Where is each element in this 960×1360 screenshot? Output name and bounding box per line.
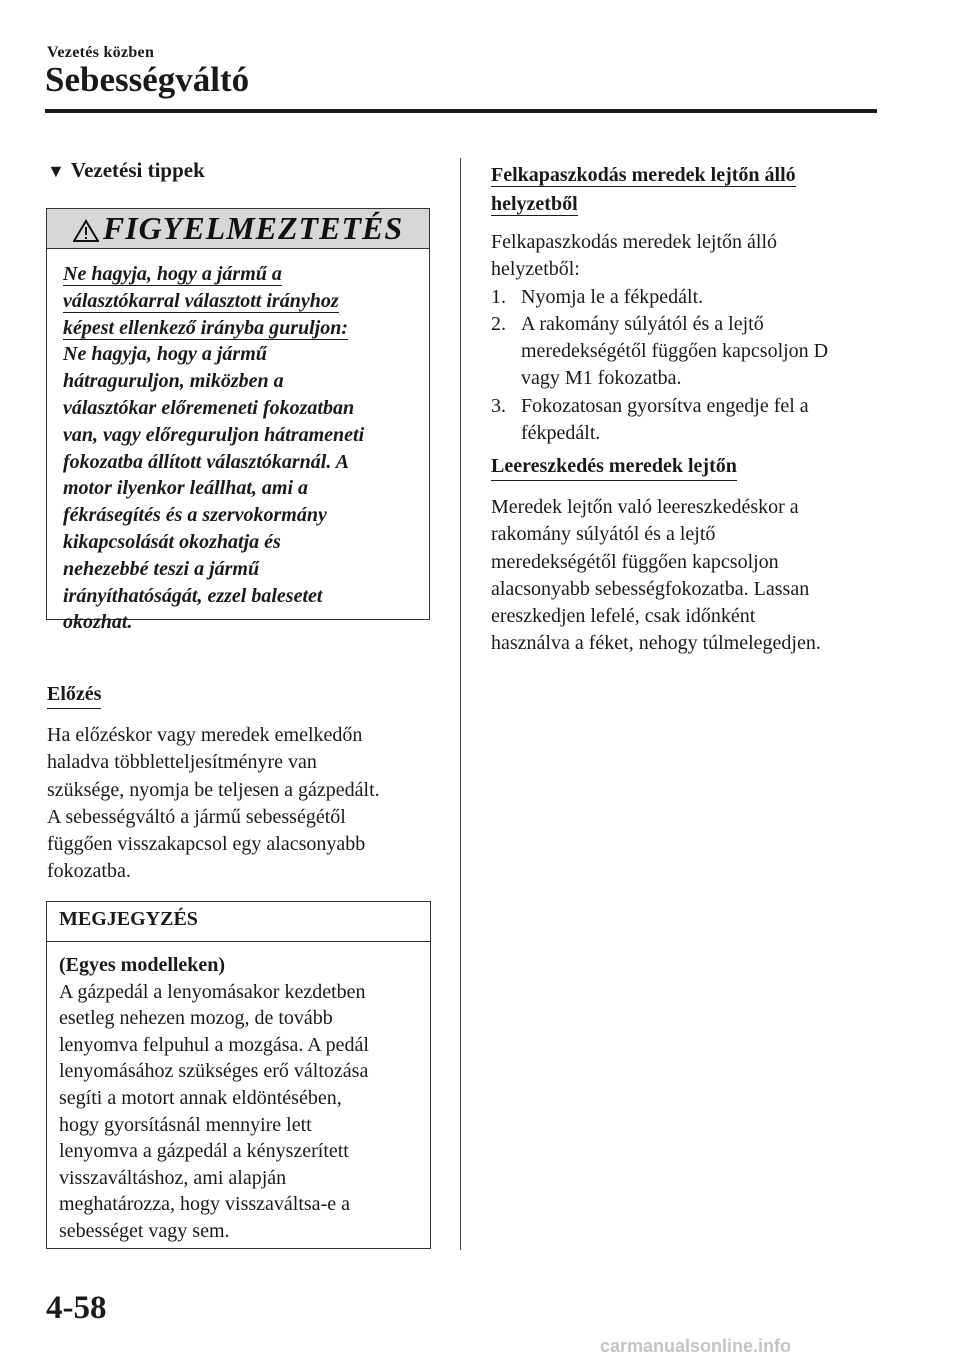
step-number: 3. [491, 394, 506, 417]
step-line: A rakomány súlyától és a lejtő [521, 312, 764, 335]
climb-intro-line: helyzetből: [491, 258, 580, 281]
descent-line: meredekségétől függően kapcsoljon [491, 550, 779, 573]
warning-line: van, vagy előreguruljon hátrameneti [63, 423, 365, 446]
descent-text [491, 494, 901, 658]
warning-line: irányíthatóságát, ezzel balesetet [63, 584, 323, 607]
warning-subheading-line: képest ellenkező irányba guruljon: [63, 316, 349, 339]
passing-text [47, 722, 447, 886]
warning-line: okozhat. [63, 611, 133, 634]
climb-heading-line: helyzetből [491, 193, 578, 215]
note-line: segíti a motort annak eldöntésében, [59, 1086, 342, 1109]
note-box [46, 901, 431, 1249]
climb-text [491, 229, 891, 447]
page-number: 4-58 [46, 1290, 107, 1326]
descent-line: Meredek lejtőn való leereszkedéskor a [491, 496, 799, 518]
passing-line: fokozatba. [47, 860, 131, 883]
climb-heading-line: Felkapaszkodás meredek lejtőn álló [491, 164, 796, 186]
passing-heading-label: Előzés [47, 683, 101, 709]
climb-intro-line: Felkapaszkodás meredek lejtőn álló [491, 231, 778, 253]
tips-heading [47, 158, 205, 183]
note-line: lenyomva felpuhul a mozgása. A pedál [59, 1033, 369, 1056]
climb-step [491, 311, 891, 393]
note-subheading: (Egyes modelleken) [59, 954, 226, 976]
note-line: hogy gyorsításnál mennyire lett [59, 1113, 312, 1136]
warning-line: motor ilyenkor leállhat, ami a [63, 477, 309, 500]
warning-text [63, 261, 423, 636]
passing-line: függően visszakapcsol egy alacsonyabb [47, 833, 366, 856]
climb-steps [491, 284, 891, 448]
watermark: carmanualsonline.info [600, 1336, 792, 1356]
warning-header [47, 209, 429, 249]
tips-heading-label: Vezetési tippek [70, 158, 205, 182]
section-label: Vezetés közben [47, 44, 155, 61]
step-number: 1. [491, 285, 506, 308]
note-header [47, 902, 430, 942]
warning-subheading-line: választókarral választott irányhoz [63, 289, 339, 312]
column-divider [460, 158, 461, 1250]
note-line: esetleg nehezen mozog, de tovább [59, 1007, 333, 1030]
passing-heading [47, 683, 101, 706]
warning-line: hátraguruljon, miközben a [63, 370, 284, 393]
passing-line: A sebességváltó a jármű sebességétől [47, 805, 346, 828]
note-line: visszaváltáshoz, ami alapján [59, 1166, 287, 1189]
note-line: lenyomva a gázpedál a kényszerített [59, 1140, 349, 1163]
warning-line: nehezebbé teszi a jármű [63, 557, 260, 580]
climb-step [491, 284, 891, 311]
passing-line: szüksége, nyomja be teljesen a gázpedált. [47, 778, 380, 801]
climb-heading [491, 161, 796, 219]
step-line: Nyomja le a fékpedált. [521, 285, 704, 308]
warning-line: Ne hagyja, hogy a jármű [63, 343, 267, 366]
passing-line: Ha előzéskor vagy meredek emelkedőn [47, 724, 363, 746]
note-label: MEGJEGYZÉS [59, 908, 198, 930]
passing-line: haladva többletteljesítményre van [47, 751, 317, 774]
note-line: lenyomásához szükséges erő változása [59, 1060, 369, 1083]
descent-line: alacsonyabb sebességfokozatba. Lassan [491, 577, 810, 600]
descent-line: rakomány súlyától és a lejtő [491, 523, 716, 546]
warning-box [46, 208, 430, 634]
step-line: Fokozatosan gyorsítva engedje fel a [521, 394, 809, 417]
step-line: vagy M1 fokozatba. [521, 367, 682, 390]
warning-line: fokozatba állított választókarnál. A [63, 450, 349, 473]
note-text [59, 952, 424, 1245]
descent-heading-label: Leereszkedés meredek lejtőn [491, 455, 737, 481]
descent-line: használva a féket, nehogy túlmelegedjen. [491, 632, 821, 655]
header-divider [45, 109, 877, 113]
warning-line: kikapcsolását okozhatja és [63, 530, 281, 553]
note-line: meghatározza, hogy visszaváltsa-e a [59, 1193, 350, 1216]
step-number: 2. [491, 312, 506, 335]
step-line: meredekségétől függően kapcsoljon D [521, 340, 829, 363]
warning-label: FIGYELMEZTETÉS [102, 210, 404, 246]
descent-heading [491, 455, 737, 478]
page-title: Sebességváltó [45, 60, 250, 99]
triangle-down-icon: ▼ [47, 161, 65, 181]
step-line: fékpedált. [521, 422, 601, 445]
warning-icon [73, 219, 99, 243]
note-line: A gázpedál a lenyomásakor kezdetben [59, 980, 366, 1003]
note-line: sebességet vagy sem. [59, 1219, 230, 1242]
warning-line: fékrásegítés és a szervokormány [63, 504, 327, 527]
descent-line: ereszkedjen lefelé, csak időnként [491, 605, 756, 628]
warning-line: választókar előremeneti fokozatban [63, 396, 355, 419]
climb-step [491, 393, 891, 448]
warning-subheading-line: Ne hagyja, hogy a jármű a [63, 263, 282, 285]
